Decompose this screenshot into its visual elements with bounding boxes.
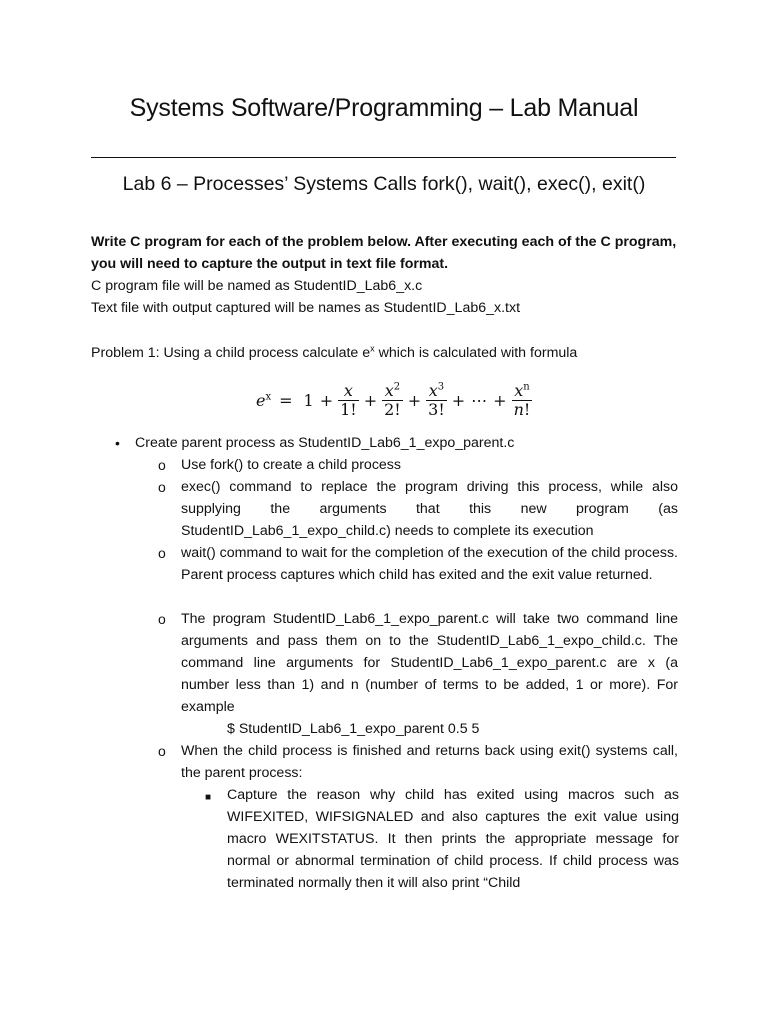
list-item-exec: exec() command to replace the program driving this process, while also supplying the arguments that this new program (as StudentID_Lab6_1_expo_child.c) needs to complete its execution: [181, 479, 678, 539]
problem-1-sup: x: [370, 343, 375, 354]
list-item-fork: Use fork() to create a child process: [181, 457, 401, 473]
formula-plus-4: +: [451, 391, 466, 410]
formula-term-3: $\frac{x^3}{3!}$: [428, 381, 445, 419]
formula-equals: =: [279, 391, 293, 410]
exponential-series-formula: [256, 382, 534, 419]
sub-bullet-marker: o: [158, 479, 166, 495]
list-item-child-finished: When the child process is finished and returns back using exit() systems call, the parent process:: [181, 743, 678, 781]
formula-ellipsis: ⋯: [471, 391, 488, 410]
sub-bullet-marker: o: [158, 743, 166, 759]
problem-1-pre: Problem 1: Using a child process calculate e: [91, 345, 371, 361]
formula-plus-2: +: [363, 391, 378, 410]
formula-one: 1: [303, 391, 314, 410]
formula-plus-5: +: [493, 391, 507, 410]
page-title: Systems Software/Programming – Lab Manual: [129, 94, 639, 122]
instructions-bold: Write C program for each of the problem below. After executing each of the C program, you will need to capture the output in text file format.: [91, 234, 677, 272]
program-file-naming: C program file will be named as StudentID_Lab6_x.c: [91, 278, 423, 294]
list-item-parent-process: Create parent process as StudentID_Lab6_1_expo_parent.c: [135, 435, 515, 451]
sub-bullet-marker: o: [158, 611, 166, 627]
problem-1-statement: [91, 342, 679, 364]
list-item-arguments: The program StudentID_Lab6_1_expo_parent.c will take two command line arguments and pass them on to the StudentID_Lab6_1_expo_child.c. The command line arguments for StudentID_Lab6_1_expo_parent.c are x (a number less than 1) and n (number of terms to be added, 1 or more). For example: [181, 611, 678, 715]
example-command: $ StudentID_Lab6_1_expo_parent 0.5 5: [227, 721, 480, 737]
formula-term-1: $\frac{x}{1!}$: [340, 381, 357, 419]
bullet-marker: •: [115, 435, 120, 451]
title-divider: [91, 157, 676, 158]
formula-lhs: $e^x$: [256, 391, 272, 410]
lab-subtitle: Lab 6 – Processes’ Systems Calls fork(), wait(), exec(), exit(): [122, 173, 646, 195]
problem-1-post: which is calculated with formula: [374, 345, 578, 361]
output-file-naming: Text file with output captured will be names as StudentID_Lab6_x.txt: [91, 300, 521, 316]
formula-plus-3: +: [407, 391, 422, 410]
instructions: [91, 231, 679, 319]
list-item-exit-status: Capture the reason why child has exited using macros such as WIFEXITED, WIFSIGNALED and also captures the exit value using macro WEXITSTATUS. It then prints the appropriate message for normal or abnormal termination of child process. If child process was terminated normally then it will also print “Child: [227, 787, 679, 891]
sub-sub-bullet-marker: ■: [205, 792, 212, 803]
sub-bullet-marker: o: [158, 545, 166, 561]
formula-term-2: $\frac{x^2}{2!}$: [384, 381, 401, 419]
sub-bullet-marker: o: [158, 457, 166, 473]
formula-plus-1: +: [319, 391, 334, 410]
list-item-wait: wait() command to wait for the completion of the execution of the child process. Parent process captures which child has exited and the exit value returned.: [181, 545, 678, 583]
formula-term-n: $\frac{x^n}{n!}$: [513, 381, 531, 419]
